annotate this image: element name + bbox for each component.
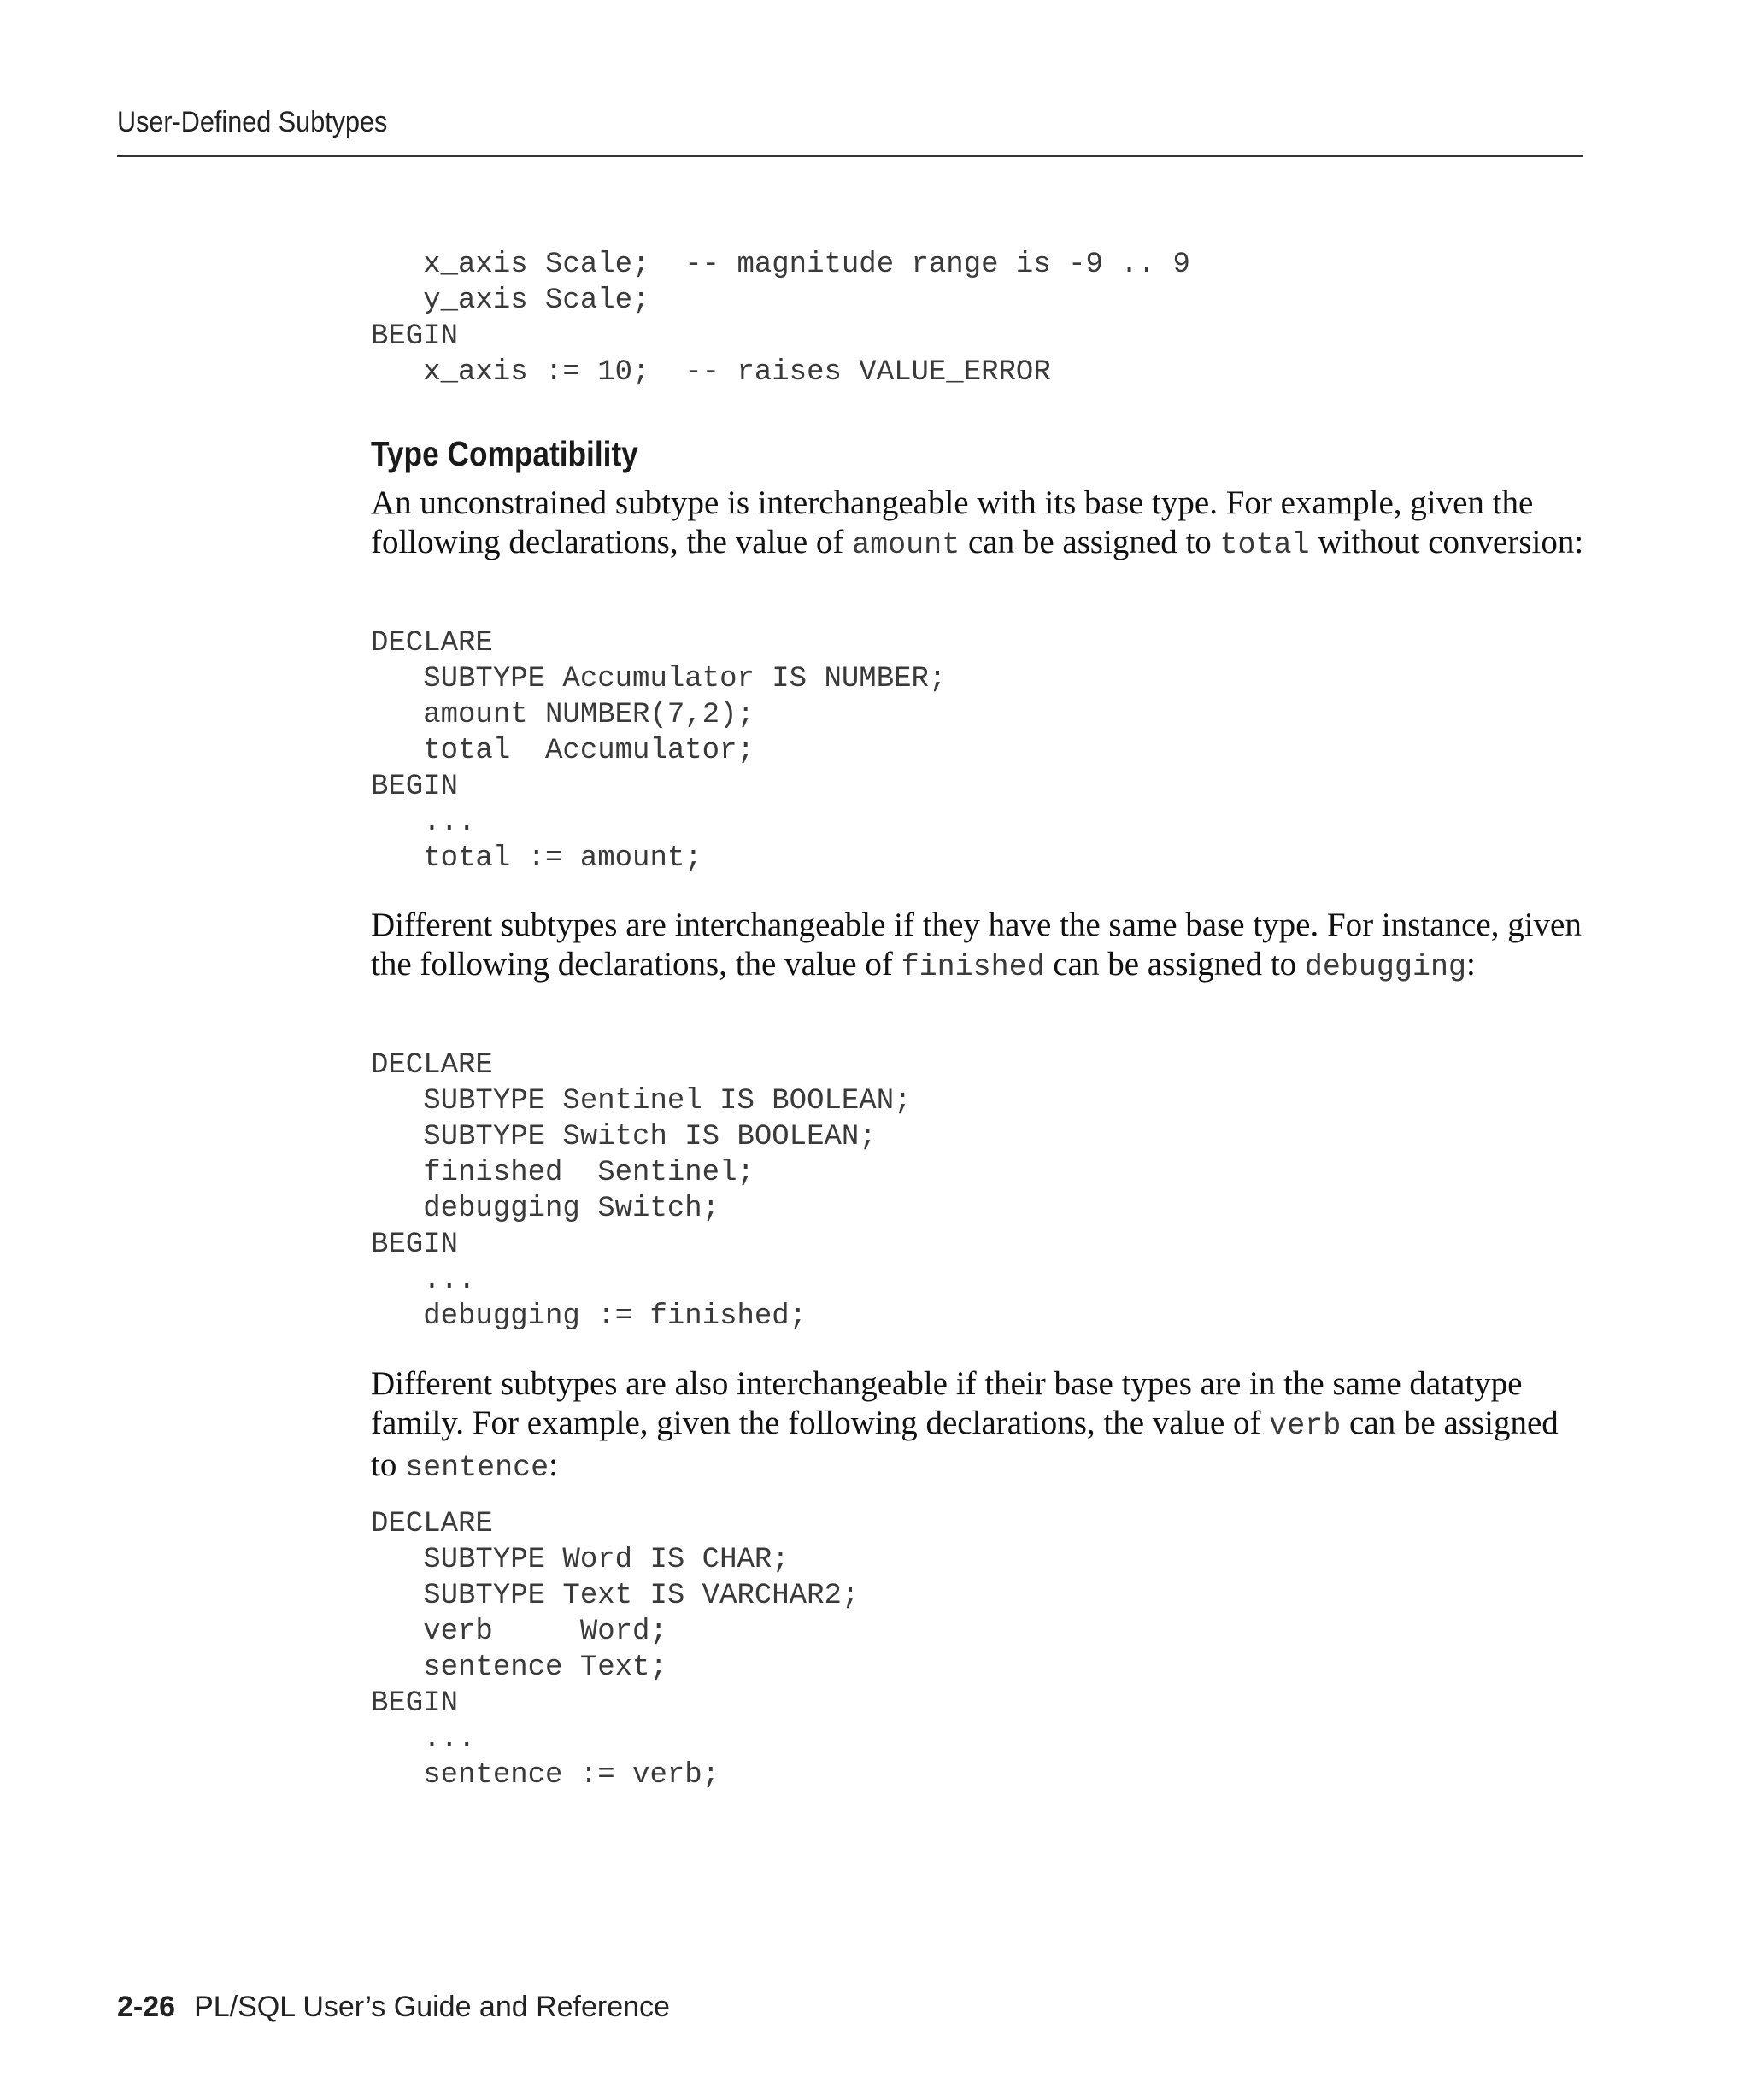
running-header: User-Defined Subtypes: [117, 106, 388, 138]
paragraph-same-base-type: [371, 906, 1584, 987]
paragraph-text: Different subtypes are interchangeable if they have the same base type. For instance, given the following declarations, the value of: [371, 906, 1582, 983]
book-title: PL/SQL User’s Guide and Reference: [194, 1991, 670, 2023]
paragraph-text: without conversion:: [1309, 524, 1584, 560]
inline-code: finished: [901, 950, 1045, 984]
paragraph-text: :: [1465, 946, 1476, 983]
paragraph-text: can be assigned to: [371, 1405, 1559, 1483]
paragraph-text: An unconstrained subtype is interchangeable with its base type. For example, given the following declarations, the value of: [371, 484, 1534, 560]
paragraph-unconstrained-subtype: [371, 484, 1584, 565]
paragraph-text: Different subtypes are also interchangeable if their base types are in the same datatype family. For example, given the following declarations, the value of: [371, 1365, 1523, 1441]
inline-code: debugging: [1304, 950, 1466, 984]
code-block-accumulator: DECLARE SUBTYPE Accumulator IS NUMBER; amount NUMBER(7,2); total Accumulator; BEGIN ... total := amount;: [371, 627, 947, 875]
paragraph-datatype-family: [371, 1364, 1584, 1487]
page-footer: [117, 1991, 670, 2024]
paragraph-text: can be assigned to: [1044, 946, 1305, 983]
inline-code: verb: [1269, 1409, 1342, 1443]
inline-code: total: [1219, 528, 1310, 562]
inline-code: sentence: [405, 1451, 549, 1485]
paragraph-text: :: [549, 1446, 558, 1483]
page-number: 2-26: [117, 1991, 176, 2023]
header-rule: [117, 155, 1583, 157]
code-block-word-text: DECLARE SUBTYPE Word IS CHAR; SUBTYPE Text IS VARCHAR2; verb Word; sentence Text; BEGIN ... sentence := verb;: [371, 1508, 860, 1792]
code-block-sentinel-switch: DECLARE SUBTYPE Sentinel IS BOOLEAN; SUBTYPE Switch IS BOOLEAN; finished Sentinel; debugging Switch; BEGIN ... debugging := finished;: [371, 1049, 912, 1333]
inline-code: amount: [852, 528, 960, 562]
section-heading: Type Compatibility: [371, 434, 638, 473]
code-block-scale: x_axis Scale; -- magnitude range is -9 .. 9 y_axis Scale; BEGIN x_axis := 10; -- raises VALUE_ERROR: [371, 249, 1190, 389]
paragraph-text: can be assigned to: [960, 524, 1220, 560]
